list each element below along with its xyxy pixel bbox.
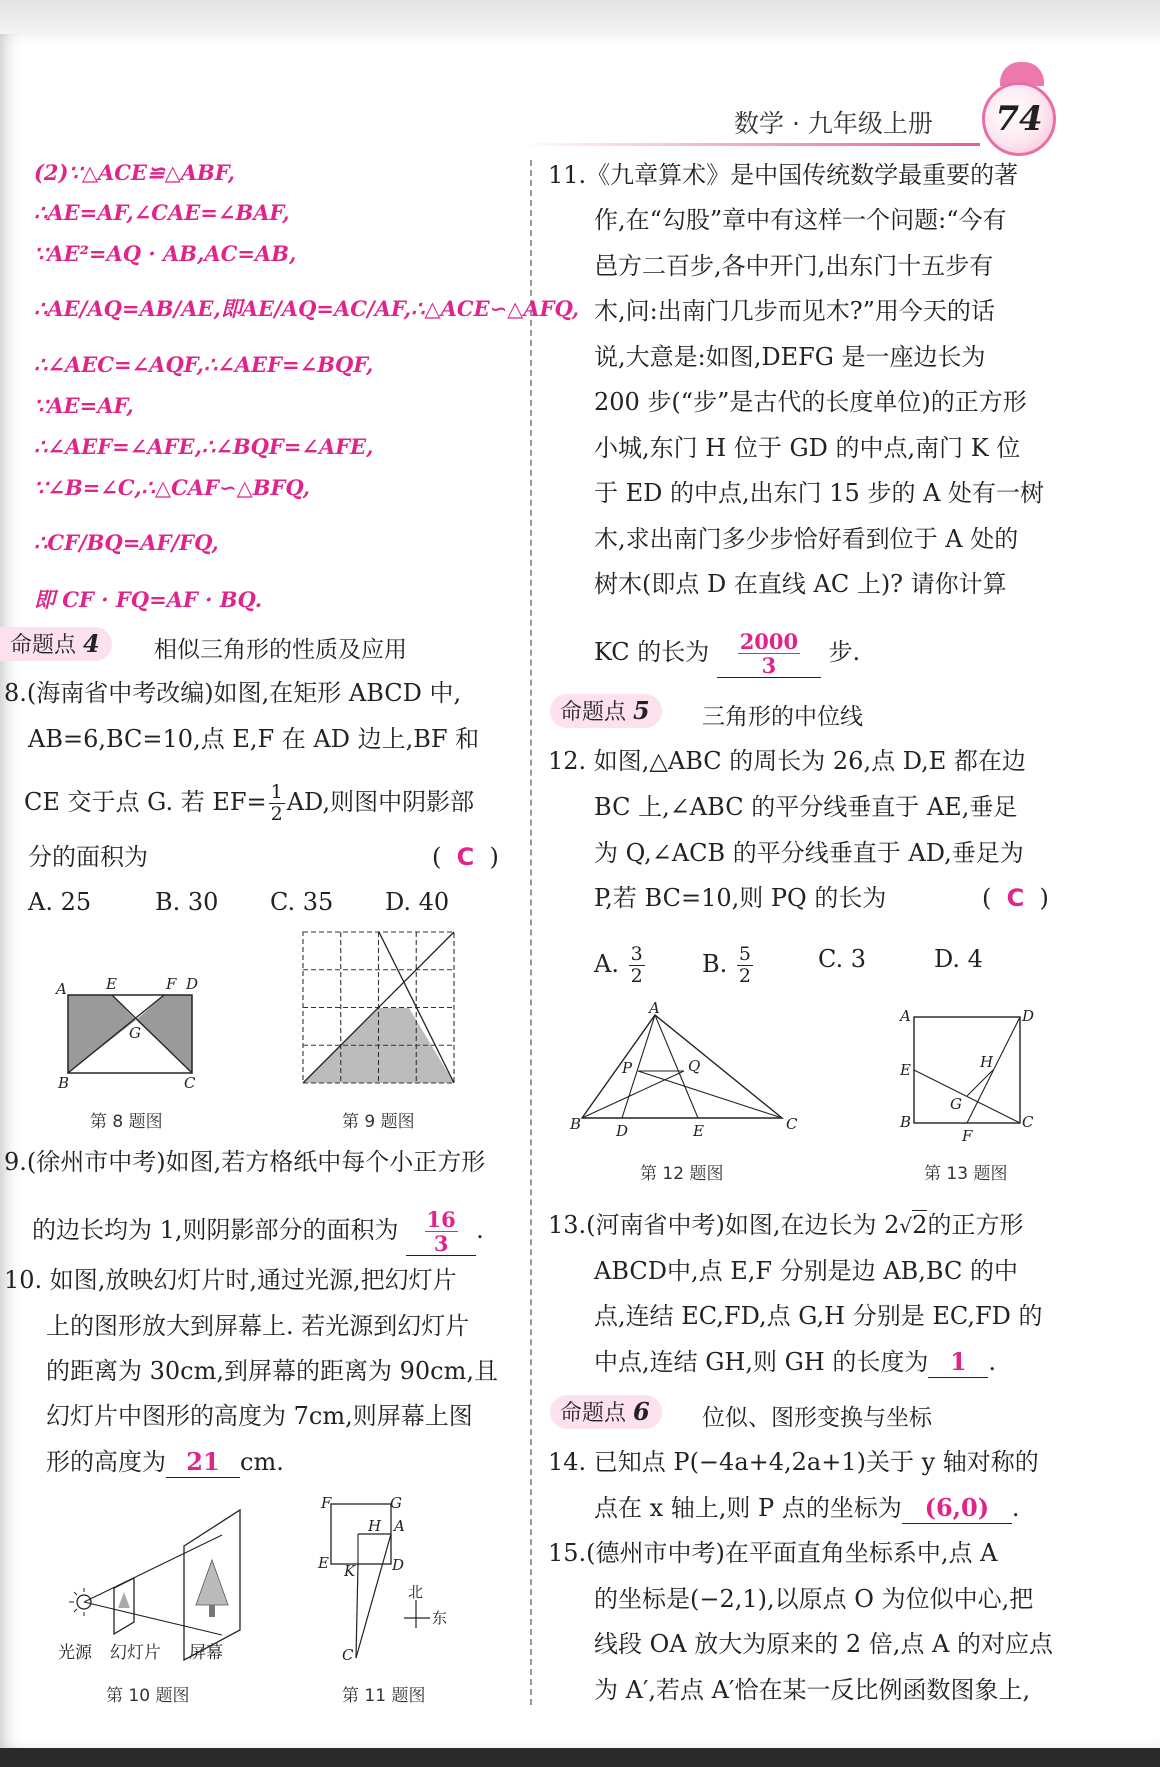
q11-line: 木,问:出南门几步而见木?”用今天的话 (594, 297, 995, 325)
q11-answer-blank (717, 630, 821, 678)
proof-line: ∴∠AEF=∠AFE,∴∠BQF=∠AFE, (34, 434, 374, 459)
q11-answer (738, 630, 800, 677)
q9-end: . (476, 1216, 484, 1244)
q8-text: AD,则图中阴影部 (286, 788, 475, 816)
proof-line: 即 CF · FQ=AF · BQ. (34, 587, 263, 612)
q13-text: . (988, 1348, 996, 1376)
q13-answer: 1 (928, 1347, 988, 1378)
q11-line11 (594, 630, 860, 678)
header-subject: 数学 · 九年级上册 (734, 109, 933, 138)
q12-line: BC 上,∠ABC 的平分线垂直于 AE,垂足 (594, 793, 1018, 821)
label-e: E (693, 1122, 704, 1140)
label-e: E (318, 1554, 329, 1572)
frac-num: 16 (426, 1207, 456, 1232)
q8-text: CE 交于点 G. 若 EF= (24, 788, 267, 816)
q10-line: 的距离为 30cm,到屏幕的距离为 90cm,且 (46, 1357, 498, 1385)
label-p: P (622, 1059, 633, 1077)
q11-line: 说,大意是:如图,DEFG 是一座边长为 (594, 343, 986, 371)
q9-answer-blank (406, 1208, 476, 1256)
header-rule (520, 143, 980, 146)
figure-10 (58, 1510, 262, 1670)
option-a-fraction (629, 944, 645, 987)
label-e: E (106, 975, 117, 993)
section-title-6: 位似、图形变换与坐标 (702, 1405, 932, 1431)
page-number-badge: 74 (982, 82, 1056, 156)
frac-num: 2000 (739, 629, 799, 654)
q13-text: 中点,连结 GH,则 GH 的长度为 (594, 1348, 929, 1376)
section-label: 命题点 (560, 700, 627, 725)
q8-line: 分的面积为 (28, 843, 148, 871)
label-d: D (1022, 1007, 1035, 1025)
section-label: 命题点 (560, 1401, 627, 1426)
label-slide: 幻灯片 (110, 1643, 161, 1663)
q8-option: B. 30 (155, 888, 219, 916)
label-a: A (900, 1007, 911, 1025)
q15-line: 为 A′,若点 A′恰在某一反比例函数图象上, (594, 1676, 1031, 1704)
q11-line: 作,在“勾股”章中有这样一个问题:“今有 (594, 206, 1007, 234)
viewer-bottom-bar (0, 1748, 1160, 1767)
label-b: B (570, 1115, 582, 1133)
q12-answer: C (1006, 884, 1025, 912)
frac-den: 2 (630, 965, 643, 987)
label-screen: 屏幕 (189, 1643, 223, 1663)
q12-answer-bracket: ( C ) (982, 884, 1049, 912)
q11-text: KC 的长为 (594, 638, 710, 666)
frac-num: 5 (738, 943, 751, 965)
q14-answer: (6,0) (902, 1493, 1012, 1524)
triangle-abc (582, 1015, 782, 1118)
q11-line: 200 步(“步”是古代的长度单位)的正方形 (594, 388, 1027, 416)
proof-line: ∴AE=AF,∠CAE=∠BAF, (34, 200, 290, 225)
shaded-region (136, 995, 192, 1073)
label-d: D (392, 1556, 405, 1574)
q13-text: 13.(河南省中考)如图,在边长为 2 (548, 1211, 900, 1239)
frac-num: 3 (630, 943, 643, 965)
line-ec (914, 1070, 1020, 1123)
proof-line: (2)∵△ACE≌△ABF, (34, 160, 235, 185)
q8-fraction (269, 782, 285, 825)
label-c: C (184, 1074, 196, 1092)
label-d: D (186, 975, 199, 993)
label-g: G (390, 1494, 402, 1512)
proof-line: ∵AE²=AQ · AB,AC=AB, (34, 241, 297, 266)
q13-line: ABCD中,点 E,F 分别是边 AB,BC 的中 (594, 1257, 1019, 1285)
proof-line: ∴AE/AQ=AB/AE,即AE/AQ=AC/AF,∴△ACE∽△AFQ, (34, 296, 580, 321)
frac-den: 2 (738, 965, 751, 987)
q14-text: 点在 x 轴上,则 P 点的坐标为 (594, 1494, 902, 1522)
label-e: E (900, 1061, 911, 1079)
q15-line: 15.(德州市中考)在平面直角坐标系中,点 A (548, 1539, 998, 1567)
q11-line: 邑方二百步,各中开门,出东门十五步有 (594, 252, 994, 280)
label-b: B (58, 1074, 70, 1092)
label-g: G (129, 1024, 141, 1042)
proof-line: ∴CF/BQ=AF/FQ, (34, 530, 219, 555)
section-title-5: 三角形的中位线 (702, 704, 863, 730)
sqrt-radicand: 2 (912, 1211, 928, 1239)
q13-line4 (594, 1347, 996, 1378)
figure-9-caption: 第 9 题图 (342, 1112, 415, 1132)
q8-line3 (24, 782, 474, 825)
figure-8 (56, 970, 206, 1090)
square-abcd (914, 1017, 1020, 1123)
q11-line: 树木(即点 D 在直线 AC 上)? 请你计算 (594, 570, 1007, 598)
figure-11 (318, 1494, 458, 1670)
figure-9 (303, 932, 455, 1086)
label-f: F (321, 1494, 332, 1512)
proof-line: ∴∠AEC=∠AQF,∴∠AEF=∠BQF, (34, 352, 374, 377)
label-a: A (394, 1517, 405, 1535)
bisector-c (638, 1071, 782, 1118)
label-g: G (950, 1095, 962, 1113)
q13-text: 的正方形 (927, 1211, 1024, 1239)
q10-text: 形的高度为 (46, 1448, 166, 1476)
q12-option-a (594, 944, 647, 987)
label-a: A (649, 999, 660, 1017)
label-h: H (368, 1517, 382, 1535)
q12-line: 为 Q,∠ACB 的平分线垂直于 AD,垂足为 (594, 839, 1024, 867)
q8-line: 8.(海南省中考改编)如图,在矩形 ABCD 中, (4, 679, 462, 707)
line-kc (356, 1564, 358, 1658)
label-h: H (980, 1053, 994, 1071)
section-tag-5 (550, 694, 662, 728)
tree-large-icon (196, 1560, 228, 1605)
frac-num: 1 (270, 781, 283, 803)
q8-answer-bracket: ( C ) (432, 843, 499, 871)
label-a: A (56, 980, 67, 998)
q13-line1 (548, 1210, 1023, 1241)
label-c: C (786, 1115, 798, 1133)
q8-answer: C (456, 843, 475, 871)
label-d: D (616, 1122, 629, 1140)
figure-13-caption: 第 13 题图 (924, 1164, 1008, 1184)
proof-line: ∵∠B=∠C,∴△CAF∽△BFQ, (34, 475, 310, 500)
label-b: B (900, 1113, 912, 1131)
q8-line: AB=6,BC=10,点 E,F 在 AD 边上,BF 和 (28, 725, 480, 753)
label-q: Q (688, 1057, 701, 1075)
q10-line: 幻灯片中图形的高度为 7cm,则屏幕上图 (46, 1402, 473, 1430)
q10-line5 (46, 1447, 284, 1478)
tree-trunk (209, 1605, 215, 1617)
frac-den: 3 (433, 1231, 449, 1256)
frac-den: 2 (270, 803, 283, 825)
line-fd (967, 1017, 1020, 1123)
section-title-4: 相似三角形的性质及应用 (154, 637, 407, 663)
q11-line: 11.《九章算术》是中国传统数学最重要的著 (548, 161, 1019, 189)
section-label: 命题点 (10, 633, 77, 658)
figure-13 (898, 1005, 1038, 1145)
line-ac (356, 1534, 391, 1658)
figure-11-caption: 第 11 题图 (342, 1686, 426, 1706)
q12-line: 12. 如图,△ABC 的周长为 26,点 D,E 都在边 (548, 747, 1026, 775)
q8-option: A. 25 (28, 888, 92, 916)
label-c: C (342, 1646, 354, 1664)
frac-den: 3 (761, 653, 777, 678)
q15-line: 线段 OA 放大为原来的 2 倍,点 A 的对应点 (594, 1630, 1054, 1658)
option-label: A. (594, 950, 619, 978)
q9-line: 9.(徐州市中考)如图,若方格纸中每个小正方形 (4, 1148, 486, 1176)
label-f: F (962, 1127, 973, 1145)
q10-answer: 21 (166, 1447, 240, 1478)
q9-line2 (32, 1208, 484, 1256)
q11-line: 木,求出南门多少步恰好看到位于 A 处的 (594, 525, 1019, 553)
bisector-b (582, 1071, 684, 1118)
section-tag-4 (0, 627, 112, 661)
label-light: 光源 (58, 1643, 92, 1663)
q11-line: 于 ED 的中点,出东门 15 步的 A 处有一树 (594, 479, 1045, 507)
q11-line: 小城,东门 H 位于 GD 的中点,南门 K 位 (594, 434, 1021, 462)
shaded-region (68, 995, 136, 1073)
tree-small-icon (118, 1592, 130, 1608)
figure-12 (570, 999, 800, 1140)
section-number: 5 (633, 696, 650, 725)
projection-ray (84, 1602, 222, 1635)
q12-line: P,若 BC=10,则 PQ 的长为 (594, 884, 887, 912)
label-k: K (344, 1562, 356, 1580)
label-c: C (1022, 1113, 1034, 1131)
viewer-top-bar (0, 0, 1160, 34)
q13-line: 点,连结 EC,FD,点 G,H 分别是 EC,FD 的 (594, 1302, 1043, 1330)
q14-line: 14. 已知点 P(−4a+4,2a+1)关于 y 轴对称的 (548, 1448, 1039, 1476)
section-tag-6 (550, 1395, 662, 1429)
section-number: 4 (83, 629, 100, 658)
q12-option-b (702, 944, 755, 987)
section-number: 6 (633, 1397, 650, 1426)
q12-option-c: C. 3 (818, 945, 867, 973)
q10-text: cm. (240, 1448, 284, 1476)
q9-text: 的边长均为 1,则阴影部分的面积为 (32, 1216, 399, 1244)
q9-answer (425, 1208, 458, 1255)
proof-line: ∵AE=AF, (34, 393, 134, 418)
figure-10-caption: 第 10 题图 (106, 1686, 190, 1706)
q8-option: D. 40 (385, 888, 450, 916)
label-f: F (166, 975, 177, 993)
label-east: 东 (432, 1609, 448, 1627)
q14-text: . (1011, 1494, 1020, 1522)
option-label: B. (702, 950, 728, 978)
segment-gh (967, 1070, 993, 1096)
q15-line: 的坐标是(−2,1),以原点 O 为位似中心,把 (594, 1585, 1034, 1613)
option-b-fraction (737, 944, 753, 987)
q12-option-d: D. 4 (934, 945, 983, 973)
q14-line2 (594, 1493, 1019, 1524)
q10-line: 上的图形放大到屏幕上. 若光源到幻灯片 (46, 1312, 470, 1340)
q10-line: 10. 如图,放映幻灯片时,通过光源,把幻灯片 (4, 1266, 457, 1294)
sqrt-symbol: √ (899, 1214, 913, 1238)
q11-text: 步. (828, 638, 861, 666)
figure-8-caption: 第 8 题图 (90, 1112, 163, 1132)
figure-12-caption: 第 12 题图 (640, 1164, 724, 1184)
column-divider (530, 160, 532, 1705)
label-north: 北 (408, 1583, 424, 1601)
q8-option: C. 35 (270, 888, 334, 916)
